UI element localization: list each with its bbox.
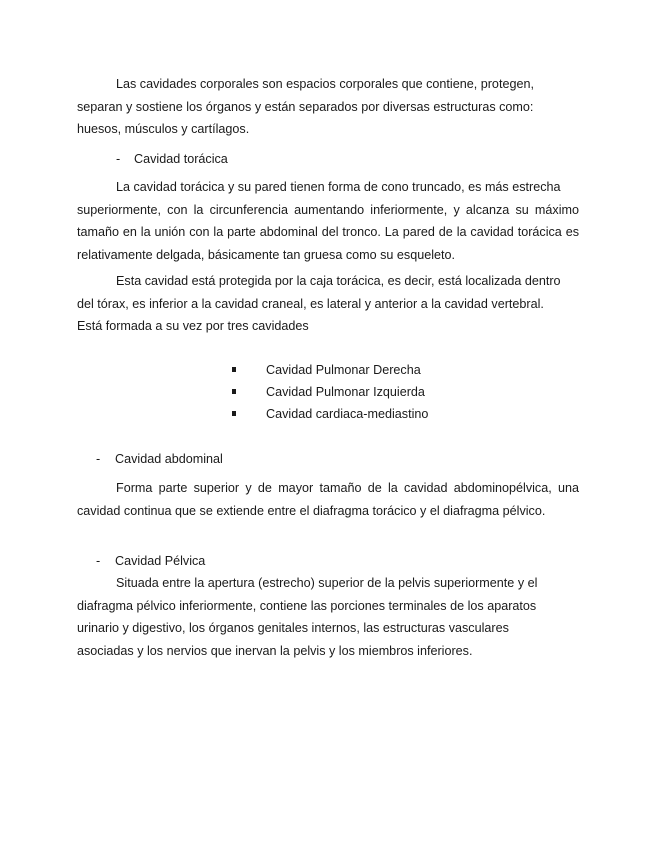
dash-marker: -	[96, 452, 101, 466]
list-item-label: Cavidad Pulmonar Derecha	[266, 363, 421, 377]
section-heading-abdominal	[96, 448, 396, 470]
text-line: Forma parte superior y de mayor tamaño de la cavidad abdominopélvica, una	[116, 481, 579, 495]
section-heading-pelvica	[96, 550, 396, 572]
text-line: relativamente delgada, básicamente tan gruesa como su esqueleto.	[77, 247, 456, 262]
section-title: Cavidad torácica	[134, 152, 228, 166]
section-title: Cavidad Pélvica	[115, 554, 206, 568]
square-bullet-icon	[232, 367, 236, 372]
abdominal-paragraph	[77, 477, 579, 522]
text-line: del tórax, es inferior a la cavidad craneal, es lateral y anterior a la cavidad vertebral.	[77, 296, 544, 311]
text-line: huesos, músculos y cartílagos.	[77, 122, 250, 136]
text-line: La cavidad torácica y su pared tienen forma de cono truncado, es más estrecha	[116, 180, 561, 194]
toracica-paragraph-1	[77, 176, 579, 266]
list-item-label: Cavidad cardiaca-mediastino	[266, 407, 429, 421]
text-line: asociadas y los nervios que inervan la pelvis y los miembros inferiores.	[77, 643, 473, 658]
section-title: Cavidad abdominal	[115, 452, 223, 466]
section-heading-toracica	[116, 148, 416, 170]
toracica-paragraph-2	[77, 270, 579, 338]
text-line: Esta cavidad está protegida por la caja torácica, es decir, está localizada dentro	[116, 274, 561, 288]
text-line: Las cavidades corporales son espacios corporales que contiene, protegen,	[116, 77, 534, 91]
dash-marker: -	[116, 152, 121, 166]
dash-marker: -	[96, 554, 101, 568]
text-line: diafragma pélvico inferiormente, contiene las porciones terminales de los aparatos	[77, 598, 537, 613]
square-bullet-icon	[232, 389, 236, 394]
text-line: cavidad continua que se extiende entre el diafragma torácico y el diafragma pélvico.	[77, 503, 546, 518]
intro-paragraph	[77, 73, 579, 141]
list-item-label: Cavidad Pulmonar Izquierda	[266, 385, 425, 399]
pelvica-paragraph	[77, 572, 579, 662]
text-line: urinario y digestivo, los órganos genitales internos, las estructuras vasculares	[77, 621, 509, 635]
text-line: Está formada a su vez por tres cavidades	[77, 319, 309, 333]
text-line: superiormente, con la circunferencia aumentando inferiormente, y alcanza su máximo	[77, 202, 579, 217]
square-bullet-icon	[232, 411, 236, 416]
text-line: Situada entre la apertura (estrecho) superior de la pelvis superiormente y el	[116, 576, 538, 590]
text-line: separan y sostiene los órganos y están separados por diversas estructuras como:	[77, 99, 534, 114]
text-line: tamaño en la unión con la parte abdominal del tronco. La pared de la cavidad torácica es	[77, 225, 579, 239]
